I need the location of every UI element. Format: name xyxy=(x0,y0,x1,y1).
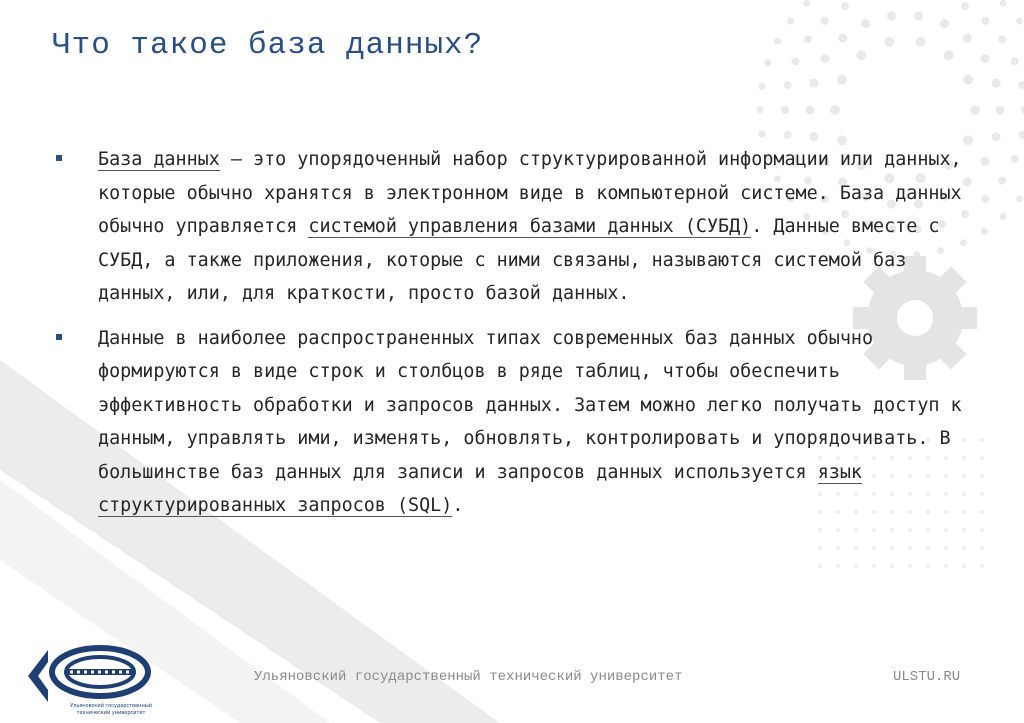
bullet-text-fragment: — это упорядоченный набор структурированной информации или данных, которые обычно хранятся в электронном виде в компьютерной системе. База данных обычно управляется xyxy=(98,149,962,237)
bullet-list xyxy=(56,143,976,534)
logo-caption-line-2: технический университет xyxy=(76,710,146,716)
term-link[interactable]: системой управления базами данных (СУБД) xyxy=(308,216,752,237)
bullet-item xyxy=(56,322,976,523)
bullet-text xyxy=(98,143,976,311)
term-link[interactable]: язык структурированных запросов (SQL) xyxy=(98,461,862,516)
logo-caption-line-1: Ульяновский государственный xyxy=(70,703,152,709)
bullet-text-fragment: . Данные вместе с СУБД, а также приложения, которые с ними связаны, называются системой баз данных, или, для краткости, просто базой данных. xyxy=(98,216,940,304)
university-logo-emblem xyxy=(22,632,152,704)
bullet-item xyxy=(56,143,976,311)
slide-title: Что такое база данных? xyxy=(52,28,484,63)
bullet-marker-icon xyxy=(56,334,62,340)
term-link[interactable]: База данных xyxy=(98,149,220,170)
bullet-text-fragment: Данные в наиболее распространенных типах современных баз данных обычно формируются в виде строк и столбцов в ряде таблиц, чтобы обеспечить эффективность обработки и запросов данных. Затем можно легко получать доступ к данным, управлять ими, изменять, обновлять, контролировать и упорядочивать. В большинстве баз данных для записи и запросов данных используется xyxy=(98,327,962,483)
footer-site-link[interactable]: ULSTU.RU xyxy=(893,669,961,685)
bullet-text xyxy=(98,322,976,523)
bullet-text-fragment: . xyxy=(452,495,464,516)
bullet-marker-icon xyxy=(56,155,62,161)
university-logo xyxy=(22,632,152,718)
footer-university-name: Ульяновский государственный технический университет xyxy=(254,669,683,685)
